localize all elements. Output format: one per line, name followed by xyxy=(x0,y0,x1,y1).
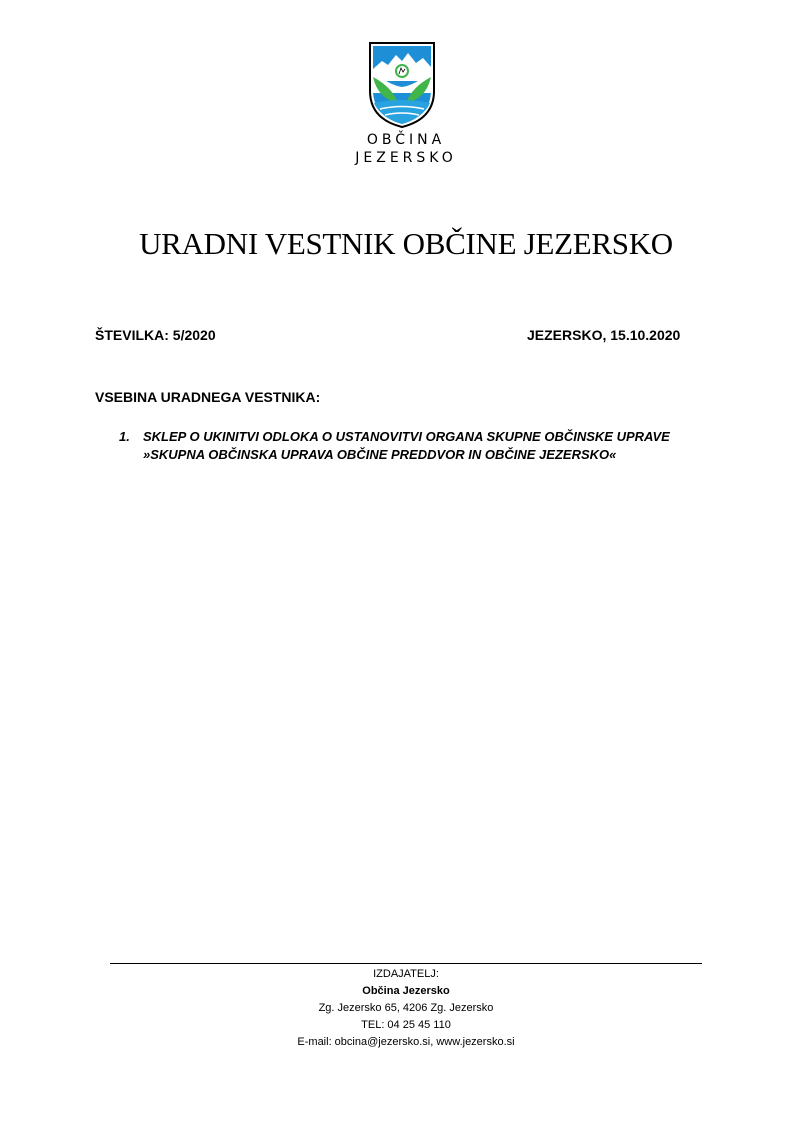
publisher-phone: TEL: 04 25 45 110 xyxy=(361,1019,451,1031)
publisher-label: IZDAJATELJ: xyxy=(373,968,439,980)
publisher-address: Zg. Jezersko 65, 4206 Zg. Jezersko xyxy=(318,1002,494,1014)
municipality-name-line1: OBČINA xyxy=(366,132,446,148)
contents-heading: VSEBINA URADNEGA VESTNIKA: xyxy=(95,389,321,405)
list-item-text xyxy=(143,428,670,464)
list-item-line1: SKLEP O UKINITVI ODLOKA O USTANOVITVI ORGANA SKUPNE OBČINSKE UPRAVE xyxy=(143,429,670,444)
municipality-name-line2: JEZERSKO xyxy=(355,150,457,166)
publisher-name: Občina Jezersko xyxy=(362,985,450,997)
list-item-number: 1. xyxy=(119,429,130,444)
issue-number: ŠTEVILKA: 5/2020 xyxy=(95,327,216,343)
coat-of-arms-icon xyxy=(368,41,436,129)
publisher-contact: E-mail: obcina@jezersko.si, www.jezersko.si xyxy=(297,1036,515,1048)
issue-date: JEZERSKO, 15.10.2020 xyxy=(527,327,681,343)
footer xyxy=(106,966,706,1051)
footer-divider xyxy=(110,963,702,964)
list-item-line2: »SKUPNA OBČINSKA UPRAVA OBČINE PREDDVOR IN OBČINE JEZERSKO« xyxy=(143,447,617,462)
page-title: URADNI VESTNIK OBČINE JEZERSKO xyxy=(139,226,673,261)
